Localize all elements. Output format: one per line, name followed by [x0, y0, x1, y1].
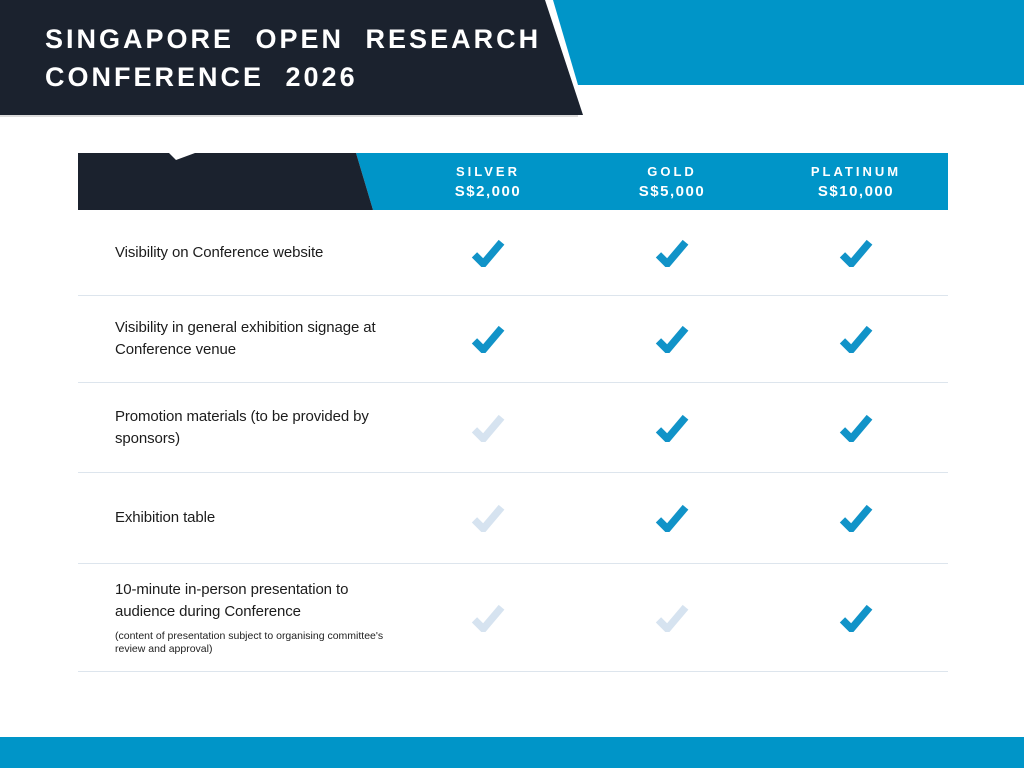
benefit-label: Visibility in general exhibition signage at Conference venue	[115, 319, 376, 358]
cell-gold	[580, 504, 764, 532]
check-icon	[471, 414, 505, 442]
tier-price: S$10,000	[817, 182, 895, 200]
check-icon	[839, 325, 873, 353]
cell-gold	[580, 239, 764, 267]
tier-price: S$5,000	[638, 182, 706, 200]
cell-gold	[580, 414, 764, 442]
conference-title-line2: CONFERENCE 2026	[45, 62, 358, 92]
benefit-label: 10-minute in-person presentation to audience during Conference	[115, 581, 349, 620]
check-icon	[655, 604, 689, 632]
cell-silver	[396, 604, 580, 632]
cell-gold	[580, 604, 764, 632]
cell-silver	[396, 414, 580, 442]
check-icon	[471, 325, 505, 353]
table-row	[78, 210, 948, 296]
check-icon	[471, 239, 505, 267]
table-body	[78, 210, 948, 672]
check-icon	[839, 604, 873, 632]
cell-platinum	[764, 325, 948, 353]
sponsorship-pricing-table	[78, 153, 948, 672]
check-icon	[471, 604, 505, 632]
check-icon	[839, 504, 873, 532]
cell-platinum	[764, 504, 948, 532]
table-row	[78, 296, 948, 383]
tier-name: GOLD	[647, 163, 697, 179]
conference-title-line1: SINGAPORE OPEN RESEARCH	[45, 24, 542, 54]
benefit-label-group	[78, 579, 396, 656]
benefit-note: (content of presentation subject to organising committee's review and approval)	[115, 630, 384, 655]
check-icon	[839, 239, 873, 267]
cell-silver	[396, 325, 580, 353]
tier-column-platinum	[764, 162, 948, 202]
benefit-label: Promotion materials (to be provided by sponsors)	[115, 407, 369, 447]
cell-silver	[396, 504, 580, 532]
cell-platinum	[764, 414, 948, 442]
table-row	[78, 383, 948, 473]
table-header	[78, 153, 948, 210]
benefit-label: Visibility on Conference website	[115, 243, 324, 261]
tier-name: PLATINUM	[810, 163, 902, 179]
banner-bottom-edge	[0, 115, 578, 117]
check-icon	[655, 239, 689, 267]
check-icon	[655, 504, 689, 532]
benefit-label: Exhibition table	[115, 509, 216, 526]
bottom-accent-bar	[0, 737, 1024, 768]
table-header-cells	[78, 153, 948, 210]
check-icon	[471, 504, 505, 532]
table-row	[78, 564, 948, 672]
check-icon	[839, 414, 873, 442]
conference-title	[45, 20, 541, 96]
tier-name: SILVER	[456, 163, 520, 179]
cell-silver	[396, 239, 580, 267]
cell-platinum	[764, 239, 948, 267]
cell-platinum	[764, 604, 948, 632]
table-row	[78, 473, 948, 564]
tier-price: S$2,000	[454, 182, 522, 200]
check-icon	[655, 325, 689, 353]
tier-column-silver	[396, 162, 580, 202]
check-icon	[655, 414, 689, 442]
tier-column-gold	[580, 162, 764, 202]
cell-gold	[580, 325, 764, 353]
